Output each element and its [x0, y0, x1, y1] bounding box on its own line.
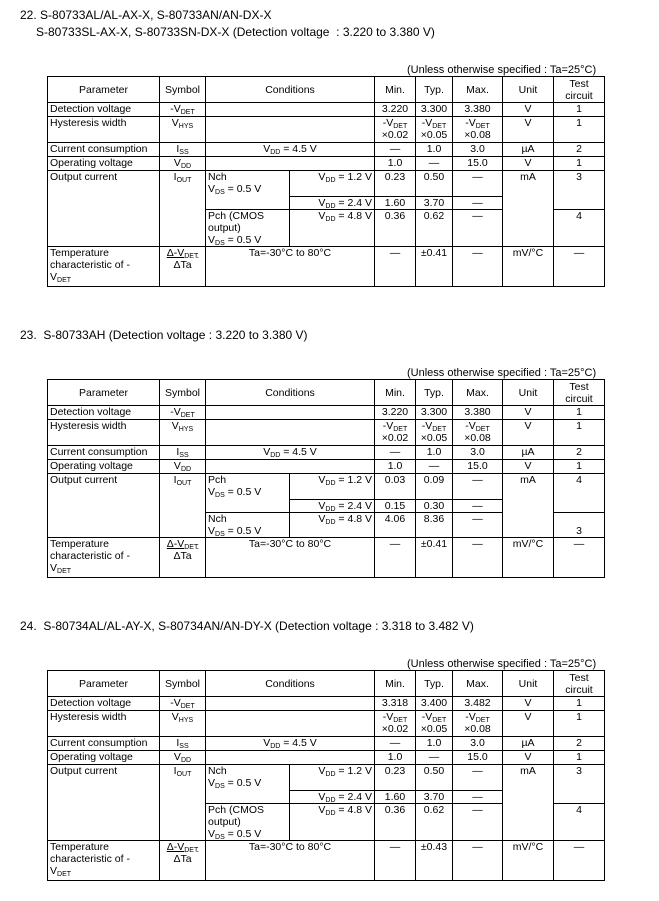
header-test-circuit: Test circuit: [554, 380, 605, 406]
table-row: Output current $I_{OUT}$ Nch $V_{DS} = 0.5$ V $V_{DD} = 1.2$ V 0.23 0.50 — mA 3: [48, 171, 605, 197]
header-test-circuit: Test circuit: [554, 77, 605, 103]
param-current-consumption: Current consumption: [48, 143, 160, 157]
param-detection-voltage: Detection voltage: [48, 406, 160, 420]
param-hysteresis: Hysteresis width: [48, 117, 160, 143]
header-row: [48, 77, 605, 103]
param-current-consumption: Current consumption: [48, 737, 160, 751]
header-typ: Typ.: [416, 671, 453, 697]
table-row: Hysteresis width $V_{HYS}$ $-V_{DET}$ ×0.02 $-V_{DET}$ ×0.05 $-V_{DET}$ ×0.08 V 1: [48, 711, 605, 737]
table-row: $V_{DD} = 2.4$ V 1.60 3.70 —: [48, 791, 605, 804]
header-conditions: Conditions: [206, 671, 375, 697]
header-parameter: Parameter: [48, 77, 160, 103]
header-test-circuit: Test circuit: [554, 671, 605, 697]
header-unit: Unit: [503, 380, 554, 406]
header-conditions: Conditions: [206, 77, 375, 103]
table-row: Detection voltage $-V_{DET}$ 3.318 3.400 3.482 V 1: [48, 697, 605, 711]
header-max: Max.: [453, 380, 503, 406]
header-symbol: Symbol: [160, 671, 206, 697]
header-min: Min.: [375, 671, 416, 697]
table-row: Hysteresis width $V_{HYS}$ $-V_{DET}$ ×0.02 $-V_{DET}$ ×0.05 $-V_{DET}$ ×0.08 V 1: [48, 117, 605, 143]
table-row: Temperature characteristic of - $V_{DET}$ $\Delta-V_{DET}$ ΔTa Ta=-30°C to 80°C — ±0.41 — mV/°C —: [48, 247, 605, 287]
header-parameter: Parameter: [48, 380, 160, 406]
header-symbol: Symbol: [160, 380, 206, 406]
section-title: 22. S-80733AL/AL-AX-X, S-80733AN/AN-DX-X: [20, 8, 272, 22]
header-conditions: Conditions: [206, 380, 375, 406]
section-subtitle: S-80733SL-AX-X, S-80733SN-DX-X (Detection voltage : 3.220 to 3.380 V): [36, 25, 435, 39]
table-row: Pch (CMOS output) $V_{DS} = 0.5$ V $V_{DD} = 4.8$ V 0.36 0.62 — 4: [48, 804, 605, 841]
table-row: Operating voltage $V_{DD}$ 1.0 — 15.0 V 1: [48, 751, 605, 765]
param-current-consumption: Current consumption: [48, 446, 160, 460]
spec-table: [47, 670, 605, 881]
table-row: Temperature characteristic of - $V_{DET}$ $\Delta-V_{DET}$ ΔTa Ta=-30°C to 80°C — ±0.43 — mV/°C —: [48, 841, 605, 881]
conditions-note: (Unless otherwise specified : Ta=25°C): [407, 658, 597, 670]
table-row: Hysteresis width $V_{HYS}$ $-V_{DET}$ ×0.02 $-V_{DET}$ ×0.05 $-V_{DET}$ ×0.08 V 1: [48, 420, 605, 446]
param-output-current: Output current: [48, 765, 160, 841]
param-detection-voltage: Detection voltage: [48, 697, 160, 711]
param-operating-voltage: Operating voltage: [48, 751, 160, 765]
header-symbol: Symbol: [160, 77, 206, 103]
header-row: [48, 671, 605, 697]
header-parameter: Parameter: [48, 671, 160, 697]
header-row: [48, 380, 605, 406]
header-typ: Typ.: [416, 77, 453, 103]
param-hysteresis: Hysteresis width: [48, 420, 160, 446]
spec-table: [47, 76, 605, 287]
section-title: 23. S-80733AH (Detection voltage : 3.220 to 3.380 V): [20, 328, 308, 342]
conditions-note: (Unless otherwise specified : Ta=25°C): [407, 64, 597, 76]
symbol-vdet: $-V_{DET}$: [160, 103, 206, 117]
param-output-current: Output current: [48, 171, 160, 247]
header-typ: Typ.: [416, 380, 453, 406]
table-row: Operating voltage $V_{DD}$ 1.0 — 15.0 V 1: [48, 460, 605, 474]
spec-table: [47, 379, 605, 578]
table-row: Output current $I_{OUT}$ Nch $V_{DS} = 0.5$ V $V_{DD} = 1.2$ V 0.23 0.50 — mA 3: [48, 765, 605, 791]
table-row: Output current $I_{OUT}$ Pch $V_{DS} = 0.5$ V $V_{DD} = 1.2$ V 0.03 0.09 — mA 4: [48, 474, 605, 500]
param-detection-voltage: Detection voltage: [48, 103, 160, 117]
header-unit: Unit: [503, 671, 554, 697]
table-row: Detection voltage $-V_{DET}$ 3.220 3.300 3.380 V 1: [48, 103, 605, 117]
param-temperature: Temperature characteristic of - $V_{DET}$: [48, 247, 160, 287]
header-max: Max.: [453, 77, 503, 103]
symbol-vhys: $V_{HYS}$: [160, 117, 206, 143]
section-title: 24. S-80734AL/AL-AY-X, S-80734AN/AN-DY-X (Detection voltage : 3.318 to 3.482 V): [20, 619, 474, 633]
table-row: Detection voltage $-V_{DET}$ 3.220 3.300 3.380 V 1: [48, 406, 605, 420]
table-row: Operating voltage $V_{DD}$ 1.0 — 15.0 V 1: [48, 157, 605, 171]
table-row: Current consumption $I_{SS}$ $V_{DD} = 4.5$ V — 1.0 3.0 µA 2: [48, 143, 605, 157]
header-min: Min.: [375, 77, 416, 103]
table-row: $V_{DD} = 2.4$ V 0.15 0.30 —: [48, 500, 605, 513]
header-min: Min.: [375, 380, 416, 406]
table-row: Nch $V_{DS} = 0.5$ V $V_{DD} = 4.8$ V 4.06 8.36 — 3: [48, 513, 605, 538]
table-row: $V_{DD} = 2.4$ V 1.60 3.70 —: [48, 197, 605, 210]
header-unit: Unit: [503, 77, 554, 103]
table-row: Current consumption $I_{SS}$ $V_{DD} = 4.5$ V — 1.0 3.0 µA 2: [48, 737, 605, 751]
conditions-note: (Unless otherwise specified : Ta=25°C): [407, 367, 597, 379]
table-row: Pch (CMOS output) $V_{DS} = 0.5$ V $V_{DD} = 4.8$ V 0.36 0.62 — 4: [48, 210, 605, 247]
param-hysteresis: Hysteresis width: [48, 711, 160, 737]
header-max: Max.: [453, 671, 503, 697]
param-temperature: Temperature characteristic of - $V_{DET}$: [48, 841, 160, 881]
param-operating-voltage: Operating voltage: [48, 460, 160, 474]
table-row: Current consumption $I_{SS}$ $V_{DD} = 4.5$ V — 1.0 3.0 µA 2: [48, 446, 605, 460]
table-row: Temperature characteristic of - $V_{DET}$ $\Delta-V_{DET}$ ΔTa Ta=-30°C to 80°C — ±0.41 — mV/°C —: [48, 538, 605, 578]
param-output-current: Output current: [48, 474, 160, 538]
param-operating-voltage: Operating voltage: [48, 157, 160, 171]
param-temperature: Temperature characteristic of - $V_{DET}$: [48, 538, 160, 578]
